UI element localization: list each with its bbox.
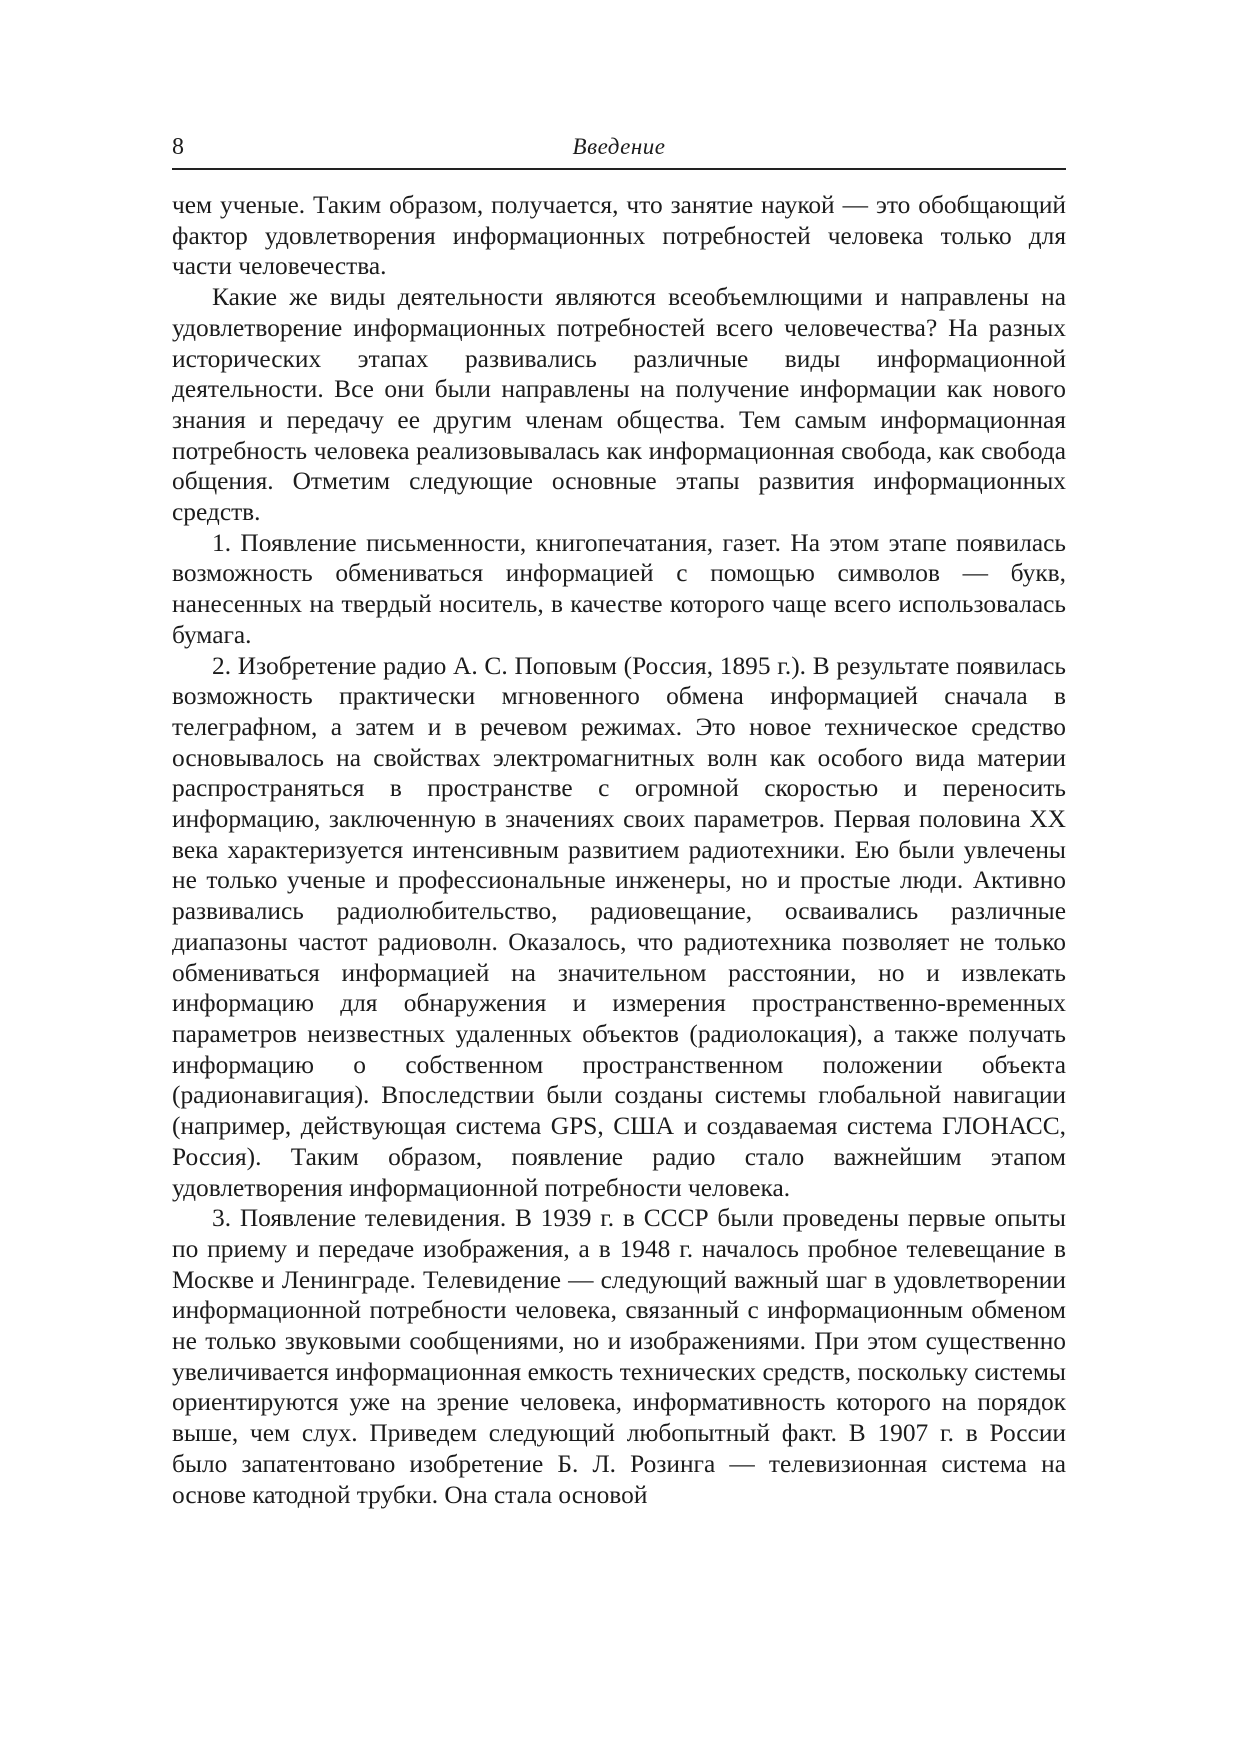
paragraph-continuation: чем ученые. Таким образом, получается, что занятие наукой — это обобщающий фактор удовлетворения информационных потребностей человека только для части человечества. [172,191,1066,281]
paragraph-stage-radio: 2. Изобретение радио А. С. Поповым (Россия, 1895 г.). В результате появилась возможность практически мгновенного обмена информацией сначала в телеграфном, а затем и в речевом режимах. Это новое техническое средство основывалось на свойствах электромагнитных волн как особого вида материи распространяться в пространстве с огромной скоростью и переносить информацию, заключенную в значениях своих параметров. Первая половина XX века характеризуется интенсивным развитием радиотехники. Ею были увлечены не только ученые и профессиональные инженеры, но и простые люди. Активно развивались радиолюбительство, радиовещание, осваивались различные диапазоны частот радиоволн. Оказалось, что радиотехника позволяет не только обмениваться информацией на значительном расстоянии, но и извлекать информацию для обнаружения и измерения пространственно-временных параметров неизвестных удаленных объектов (радиолокация), а также получать информацию о собственном пространственном положении объекта (радионавигация). Впоследствии были созданы системы глобальной навигации (например, действующая система GPS, США и создаваемая система ГЛОНАСС, Россия). Таким образом, появление радио стало важнейшим этапом удовлетворения информационной потребности человека. [172,651,1066,1202]
running-title: Введение [572,134,666,159]
body-text [172,190,1066,1510]
paragraph-stage-writing: 1. Появление письменности, книгопечатания, газет. На этом этапе появилась возможность обмениваться информацией с помощью символов — букв, нанесенных на твердый носитель, в качестве которого чаще всего использовалась бумага. [172,528,1066,649]
page-number: 8 [172,134,184,160]
page-header [172,132,1066,170]
paragraph-information-activities: Какие же виды деятельности являются всеобъемлющими и направлены на удовлетворение информационных потребностей всего человечества? На разных исторических этапах развивались различные виды информационной деятельности. Все они были направлены на получение информации как нового знания и передачу ее другим членам общества. Тем самым информационная потребность человека реализовывалась как информационная свобода, как свобода общения. Отметим следующие основные этапы развития информационных средств. [172,283,1066,527]
paragraph-stage-television: 3. Появление телевидения. В 1939 г. в СССР были проведены первые опыты по приему и передаче изображения, а в 1948 г. началось пробное телевещание в Москве и Ленинграде. Телевидение — следующий важный шаг в удовлетворении информационной потребности человека, связанный с информационным обменом не только звуковыми сообщениями, но и изображениями. При этом существенно увеличивается информационная емкость технических средств, поскольку системы ориентируются уже на зрение человека, информативность которого на порядок выше, чем слух. Приведем следующий любопытный факт. В 1907 г. в России было запатентовано изобретение Б. Л. Розинга — телевизионная система на основе катодной трубки. Она стала основой [172,1204,1066,1509]
